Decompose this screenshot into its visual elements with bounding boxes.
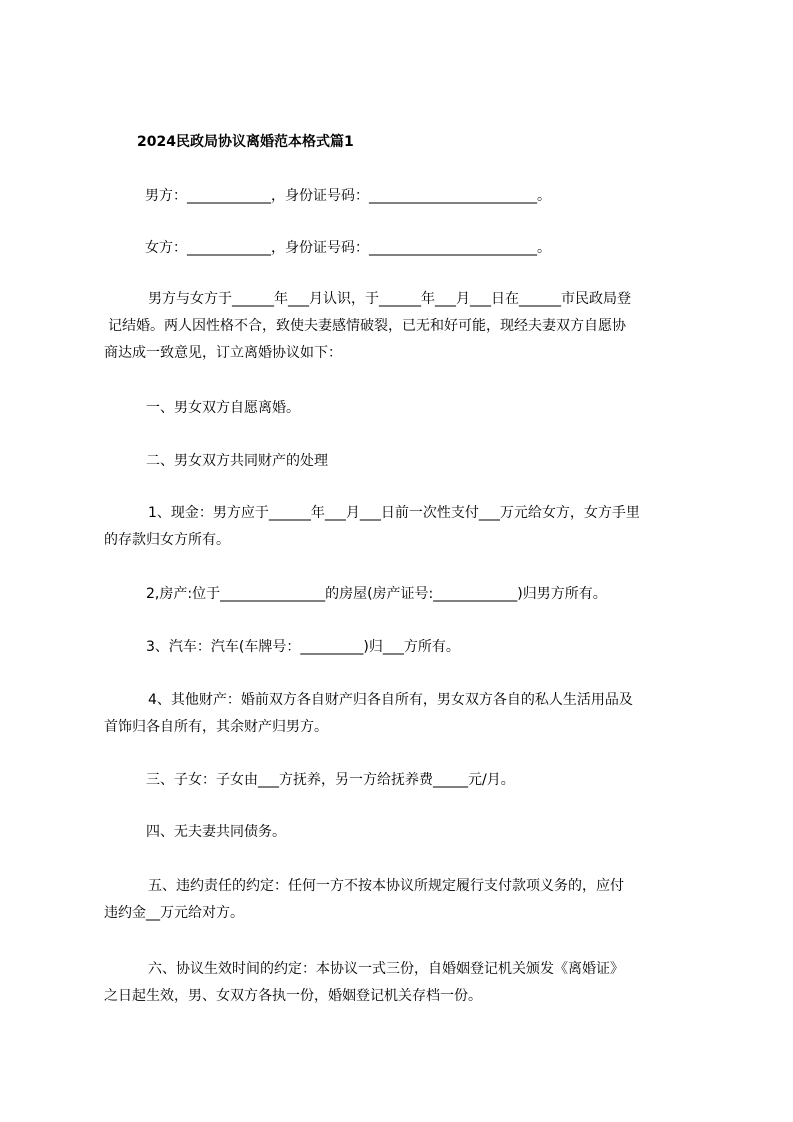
- clause-6-effective: [104, 956, 734, 1010]
- intro-line-2: 记结婚。两人因性格不合，致使夫妻感情破裂，已无和好可能，现经夫妻双方自愿协: [108, 318, 626, 334]
- female-info-line: 女方：____________，身份证号码：________________________。: [145, 240, 551, 256]
- clause-2-1-line-2: 的存款归女方所有。: [104, 532, 230, 548]
- clause-4-debts: 四、无夫妻共同债务。: [146, 824, 286, 840]
- clause-6-line-2: 之日起生效，男、女双方各执一份，婚姻登记机关存档一份。: [104, 988, 482, 1004]
- clause-1: 一、男女双方自愿离婚。: [146, 400, 300, 416]
- intro-paragraph: [104, 286, 734, 367]
- clause-5-breach: [104, 873, 734, 927]
- clause-2-3-car: 3、汽车：汽车(车牌号：_________)归___方所有。: [146, 639, 460, 655]
- document-title: 2024民政局协议离婚范本格式篇1: [137, 134, 354, 150]
- clause-5-line-1: 五、违约责任的约定：任何一方不按本协议所规定履行支付款项义务的，应付: [148, 878, 624, 894]
- clause-2-1-cash: [104, 500, 734, 554]
- intro-line-1: 男方与女方于______年___月认识，于______年___月___日在______市民政局登: [148, 291, 631, 307]
- clause-5-line-2: 违约金__万元给对方。: [104, 905, 244, 921]
- clause-3-children: 三、子女：子女由___方抚养，另一方给抚养费_____元/月。: [146, 772, 515, 788]
- clause-2-2-house: 2,房产:位于_______________的房屋(房产证号:____________)归男方所有。: [146, 586, 607, 602]
- clause-2-4-line-2: 首饰归各自所有，其余财产归男方。: [104, 719, 328, 735]
- male-info-line: 男方：____________，身份证号码：________________________。: [145, 188, 551, 204]
- clause-2-heading: 二、男女双方共同财产的处理: [146, 453, 328, 469]
- clause-2-4-other: [104, 687, 734, 741]
- clause-2-4-line-1: 4、其他财产：婚前双方各自财产归各自所有，男女双方各自的私人生活用品及: [148, 692, 633, 708]
- intro-line-3: 商达成一致意见，订立离婚协议如下：: [104, 345, 342, 361]
- clause-6-line-1: 六、协议生效时间的约定：本协议一式三份，自婚姻登记机关颁发《离婚证》: [148, 961, 624, 977]
- clause-2-1-line-1: 1、现金：男方应于______年___月___日前一次性支付___万元给女方，女方手里: [148, 505, 640, 521]
